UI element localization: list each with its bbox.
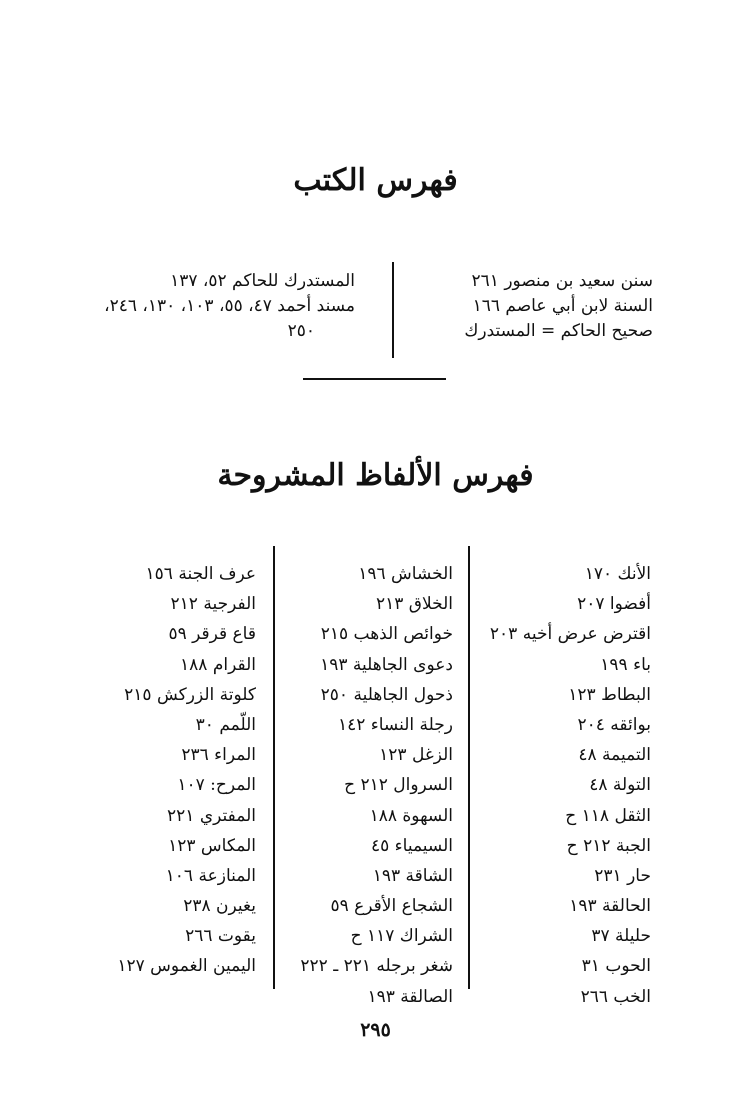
word-entry: التولة ٤٨: [589, 775, 651, 796]
word-entry: الصالقة ١٩٣: [367, 986, 453, 1007]
book-entry: سنن سعيد بن منصور ٢٦١: [471, 271, 653, 291]
page-number: ٢٩٥: [360, 1019, 391, 1041]
book-entry: صحيح الحاكم = المستدرك: [464, 321, 653, 341]
word-entry: المفتري ٢٢١: [167, 805, 256, 826]
word-entry: الشراك ١١٧ ح: [350, 926, 453, 947]
words-column-3: [117, 559, 256, 982]
word-entry: الجبة ٢١٢ ح: [566, 835, 651, 856]
word-entry: المنازعة ١٠٦: [165, 865, 256, 886]
word-entry: الخلاق ٢١٣: [375, 594, 453, 615]
words-column-divider-left: [273, 546, 275, 989]
book-entry: المستدرك للحاكم ٥٢، ١٣٧: [170, 271, 355, 291]
word-entry: الحالقة ١٩٣: [569, 896, 651, 917]
word-entry: اليمين الغموس ١٢٧: [117, 956, 256, 977]
word-entry: التميمة ٤٨: [578, 745, 651, 766]
word-entry: اقترض عرض أخيه ٢٠٣: [489, 624, 651, 645]
books-index-title: فهرس الكتب: [293, 163, 458, 198]
word-entry: الفرجية ٢١٢: [170, 594, 256, 615]
word-entry: قاع قرقر ٥٩: [168, 624, 256, 645]
word-entry: حار ٢٣١: [594, 865, 651, 886]
words-column-divider-right: [468, 546, 470, 989]
word-entry: الحوب ٣١: [581, 956, 651, 977]
word-entry: حليلة ٣٧: [591, 926, 651, 947]
word-entry: الشاقة ١٩٣: [372, 865, 453, 886]
word-entry: عرف الجنة ١٥٦: [145, 564, 256, 584]
section-separator: [303, 378, 446, 380]
word-entry: الشجاع الأقرع ٥٩: [330, 896, 453, 917]
words-column-2: [300, 559, 453, 1012]
words-column-1: [490, 559, 651, 1012]
books-index-left-column: [104, 269, 355, 344]
word-entry: البطاط ١٢٣: [568, 684, 651, 705]
book-entry: السنة لابن أبي عاصم ١٦٦: [472, 296, 653, 316]
word-entry: اللّمم ٣٠: [195, 714, 256, 735]
word-entry: السيمياء ٤٥: [371, 835, 453, 856]
word-entry: السهوة ١٨٨: [369, 805, 453, 826]
word-entry: القرام ١٨٨: [180, 654, 256, 675]
word-entry: السروال ٢١٢ ح: [344, 775, 453, 796]
book-entry: مسند أحمد ٤٧، ٥٥، ١٠٣، ١٣٠، ٢٤٦،: [104, 296, 355, 316]
word-entry: باء ١٩٩: [600, 654, 651, 675]
word-entry: الزغل ١٢٣: [379, 745, 453, 766]
word-entry: رجلة النساء ١٤٢: [337, 714, 453, 735]
word-entry: أفضوا ٢٠٧: [577, 594, 651, 615]
book-entry: ٢٥٠: [287, 321, 315, 341]
books-index-right-column: [464, 269, 653, 344]
word-entry: الخب ٢٦٦: [580, 986, 651, 1007]
word-entry: الثقل ١١٨ ح: [565, 805, 651, 826]
word-entry: المرح: ١٠٧: [177, 775, 256, 796]
words-index-title: فهرس الألفاظ المشروحة: [217, 458, 534, 493]
word-entry: يغيرن ٢٣٨: [183, 896, 256, 917]
word-entry: ذحول الجاهلية ٢٥٠: [320, 684, 453, 705]
books-column-divider: [392, 262, 394, 358]
word-entry: المكاس ١٢٣: [168, 835, 256, 856]
word-entry: الخشاش ١٩٦: [358, 564, 453, 584]
word-entry: بوائقه ٢٠٤: [577, 714, 651, 735]
word-entry: المراء ٢٣٦: [181, 745, 256, 766]
word-entry: كلوتة الزركش ٢١٥: [124, 684, 256, 705]
word-entry: دعوى الجاهلية ١٩٣: [320, 654, 453, 675]
word-entry: خوائص الذهب ٢١٥: [320, 624, 453, 645]
word-entry: شغر برجله ٢٢١ ـ ٢٢٢: [300, 956, 453, 977]
word-entry: الأنك ١٧٠: [584, 564, 651, 584]
word-entry: يقوت ٢٦٦: [185, 926, 256, 947]
